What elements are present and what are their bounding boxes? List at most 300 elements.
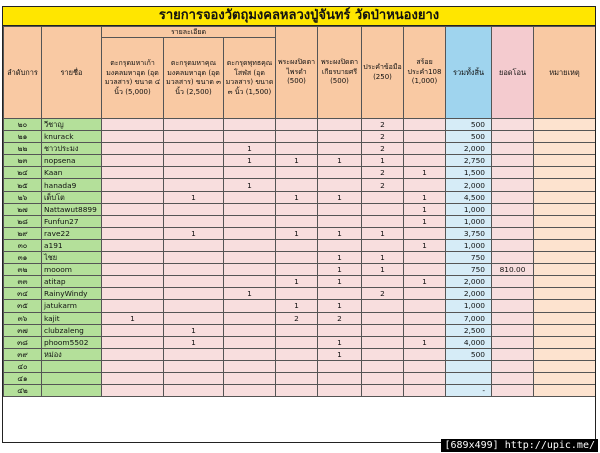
- row-total: 1,000: [446, 300, 492, 312]
- row-total: 1,500: [446, 167, 492, 179]
- row-seq: ๓๐: [4, 239, 42, 251]
- row-seq: ๒๔: [4, 167, 42, 179]
- row-transfer: [492, 179, 534, 191]
- row-seq: ๓๓: [4, 276, 42, 288]
- row-col1: [102, 372, 164, 384]
- row-seq: ๓๑: [4, 252, 42, 264]
- row-col5: 1: [318, 264, 362, 276]
- row-col2: 1: [164, 336, 224, 348]
- row-col2: [164, 119, 224, 131]
- row-col5: 1: [318, 227, 362, 239]
- row-transfer: [492, 312, 534, 324]
- row-col6: [362, 239, 404, 251]
- row-note: [534, 324, 596, 336]
- row-seq: ๒๐: [4, 119, 42, 131]
- row-col2: [164, 372, 224, 384]
- row-col7: [404, 252, 446, 264]
- row-col4: [276, 215, 318, 227]
- row-col7: 1: [404, 239, 446, 251]
- row-total: 500: [446, 119, 492, 131]
- table-row: [4, 324, 596, 336]
- row-col2: [164, 385, 224, 397]
- row-note: [534, 143, 596, 155]
- row-name: Funfun27: [42, 215, 102, 227]
- row-col3: [224, 324, 276, 336]
- table-row: [4, 372, 596, 384]
- row-col4: 1: [276, 300, 318, 312]
- row-col2: [164, 300, 224, 312]
- row-col3: [224, 300, 276, 312]
- row-col1: [102, 385, 164, 397]
- header-seq: ลำดับการ: [4, 27, 42, 119]
- row-name: atitap: [42, 276, 102, 288]
- row-seq: ๓๕: [4, 300, 42, 312]
- table-row: [4, 300, 596, 312]
- row-col1: [102, 215, 164, 227]
- row-total: 3,750: [446, 227, 492, 239]
- row-transfer: [492, 324, 534, 336]
- row-col4: 1: [276, 155, 318, 167]
- row-name: phoom5502: [42, 336, 102, 348]
- table-row: [4, 264, 596, 276]
- row-transfer: [492, 300, 534, 312]
- row-col6: 2: [362, 288, 404, 300]
- row-seq: ๓๙: [4, 348, 42, 360]
- row-total: 2,000: [446, 276, 492, 288]
- row-col2: [164, 203, 224, 215]
- row-note: [534, 360, 596, 372]
- watermark-label: [689x499] http://upic.me/: [441, 439, 598, 452]
- row-transfer: [492, 119, 534, 131]
- row-name: Nattawut8899: [42, 203, 102, 215]
- row-total: 2,000: [446, 288, 492, 300]
- row-col4: [276, 252, 318, 264]
- row-transfer: [492, 385, 534, 397]
- header-details-group: รายละเอียด: [102, 27, 276, 38]
- row-col2: [164, 348, 224, 360]
- row-col2: [164, 288, 224, 300]
- row-col4: [276, 264, 318, 276]
- row-col1: [102, 203, 164, 215]
- row-note: [534, 203, 596, 215]
- row-col1: [102, 336, 164, 348]
- row-col4: [276, 239, 318, 251]
- row-col1: [102, 191, 164, 203]
- table-row: [4, 179, 596, 191]
- row-note: [534, 336, 596, 348]
- row-col3: [224, 167, 276, 179]
- row-col2: 1: [164, 324, 224, 336]
- row-col6: 1: [362, 264, 404, 276]
- row-col6: 1: [362, 155, 404, 167]
- row-name: [42, 385, 102, 397]
- row-col4: [276, 324, 318, 336]
- row-note: [534, 300, 596, 312]
- row-col4: [276, 203, 318, 215]
- table-row: [4, 348, 596, 360]
- row-note: [534, 191, 596, 203]
- row-total: [446, 360, 492, 372]
- row-col2: 1: [164, 191, 224, 203]
- row-name: kajit: [42, 312, 102, 324]
- row-total: 1,000: [446, 239, 492, 251]
- row-transfer: [492, 360, 534, 372]
- row-col2: [164, 264, 224, 276]
- row-col1: [102, 119, 164, 131]
- row-col3: [224, 203, 276, 215]
- row-transfer: [492, 203, 534, 215]
- row-note: [534, 264, 596, 276]
- row-col5: [318, 119, 362, 131]
- row-col4: [276, 179, 318, 191]
- row-seq: ๒๗: [4, 203, 42, 215]
- table-row: [4, 215, 596, 227]
- row-col5: [318, 372, 362, 384]
- row-col7: [404, 288, 446, 300]
- row-col4: [276, 385, 318, 397]
- row-note: [534, 288, 596, 300]
- row-transfer: [492, 252, 534, 264]
- row-col7: [404, 227, 446, 239]
- row-total: 7,000: [446, 312, 492, 324]
- row-col7: [404, 348, 446, 360]
- row-seq: ๒๒: [4, 143, 42, 155]
- row-note: [534, 385, 596, 397]
- row-col2: [164, 131, 224, 143]
- header-col3: ตะกรุดพุทธคุณโสฬส (อุดมวลสาร) ขนาด ๓ นิ้ว (1,500): [224, 38, 276, 119]
- row-col3: [224, 227, 276, 239]
- row-col1: [102, 239, 164, 251]
- spreadsheet: [2, 6, 596, 443]
- row-col4: 1: [276, 191, 318, 203]
- row-col1: [102, 360, 164, 372]
- row-col5: 1: [318, 300, 362, 312]
- row-note: [534, 119, 596, 131]
- row-col1: [102, 179, 164, 191]
- row-total: [446, 372, 492, 384]
- table-row: [4, 239, 596, 251]
- row-col4: [276, 372, 318, 384]
- row-col5: [318, 167, 362, 179]
- row-total: 2,500: [446, 324, 492, 336]
- row-col6: [362, 312, 404, 324]
- row-col4: 1: [276, 276, 318, 288]
- row-col2: [164, 155, 224, 167]
- row-seq: ๓๖: [4, 312, 42, 324]
- row-col7: [404, 264, 446, 276]
- table-row: [4, 312, 596, 324]
- row-col1: [102, 264, 164, 276]
- row-seq: ๒๑: [4, 131, 42, 143]
- row-col3: [224, 312, 276, 324]
- row-col3: [224, 131, 276, 143]
- row-note: [534, 131, 596, 143]
- row-col5: [318, 203, 362, 215]
- row-note: [534, 276, 596, 288]
- row-transfer: [492, 215, 534, 227]
- row-note: [534, 252, 596, 264]
- row-col3: [224, 276, 276, 288]
- row-name: clubzaleng: [42, 324, 102, 336]
- row-col7: [404, 179, 446, 191]
- row-seq: ๒๓: [4, 155, 42, 167]
- row-col4: [276, 143, 318, 155]
- row-col4: [276, 360, 318, 372]
- row-total: -: [446, 385, 492, 397]
- row-note: [534, 348, 596, 360]
- table-row: [4, 227, 596, 239]
- row-col5: [318, 215, 362, 227]
- table-row: [4, 119, 596, 131]
- row-col5: [318, 179, 362, 191]
- row-transfer: [492, 336, 534, 348]
- row-name: hanada9: [42, 179, 102, 191]
- header-col5: พระผงปิดตาเกียรบายศรี (500): [318, 27, 362, 119]
- row-col6: 1: [362, 252, 404, 264]
- row-col2: [164, 215, 224, 227]
- row-col4: [276, 348, 318, 360]
- row-note: [534, 215, 596, 227]
- row-col7: 1: [404, 191, 446, 203]
- row-name: RainyWindy: [42, 288, 102, 300]
- row-total: 2,000: [446, 143, 492, 155]
- row-total: 1,000: [446, 215, 492, 227]
- row-col1: [102, 300, 164, 312]
- row-col3: 1: [224, 143, 276, 155]
- row-col3: [224, 252, 276, 264]
- row-col1: [102, 131, 164, 143]
- row-col7: 1: [404, 167, 446, 179]
- row-col2: 1: [164, 227, 224, 239]
- row-seq: ๒๖: [4, 191, 42, 203]
- row-col3: [224, 385, 276, 397]
- table-row: [4, 155, 596, 167]
- row-col7: 1: [404, 203, 446, 215]
- row-transfer: [492, 143, 534, 155]
- row-name: knurack: [42, 131, 102, 143]
- row-seq: ๔๒: [4, 385, 42, 397]
- header-col2: ตะกรุดมหาคุณมงคลมหาอุด (อุดมวลสาร) ขนาด ๓ นิ้ว (2,500): [164, 38, 224, 119]
- row-col1: [102, 167, 164, 179]
- row-seq: ๒๕: [4, 179, 42, 191]
- row-seq: ๒๘: [4, 215, 42, 227]
- table-row: [4, 385, 596, 397]
- row-total: 1,000: [446, 203, 492, 215]
- row-col5: 1: [318, 336, 362, 348]
- row-col1: [102, 143, 164, 155]
- row-col7: 1: [404, 276, 446, 288]
- row-name: rave22: [42, 227, 102, 239]
- row-col7: [404, 155, 446, 167]
- row-name: a191: [42, 239, 102, 251]
- row-col1: [102, 252, 164, 264]
- row-col4: 1: [276, 227, 318, 239]
- row-col3: 1: [224, 288, 276, 300]
- row-note: [534, 227, 596, 239]
- row-col5: 1: [318, 252, 362, 264]
- row-col3: [224, 348, 276, 360]
- table-row: [4, 167, 596, 179]
- sheet-title: รายการจองวัตถุมงคลหลวงปู่จันทร์ วัดป่าหนองยาง: [3, 7, 595, 26]
- table-row: [4, 252, 596, 264]
- row-total: 500: [446, 348, 492, 360]
- row-name: ไชย: [42, 252, 102, 264]
- row-transfer: [492, 155, 534, 167]
- row-name: mooom: [42, 264, 102, 276]
- row-col6: 2: [362, 119, 404, 131]
- row-col7: [404, 360, 446, 372]
- row-total: 500: [446, 131, 492, 143]
- row-col3: [224, 360, 276, 372]
- row-col5: [318, 288, 362, 300]
- row-col7: [404, 300, 446, 312]
- row-col5: 1: [318, 155, 362, 167]
- row-col5: [318, 385, 362, 397]
- row-col7: 1: [404, 336, 446, 348]
- row-col4: [276, 336, 318, 348]
- row-col4: 2: [276, 312, 318, 324]
- row-transfer: [492, 276, 534, 288]
- row-name: nopsena: [42, 155, 102, 167]
- row-col7: [404, 312, 446, 324]
- row-note: [534, 372, 596, 384]
- row-seq: ๓๘: [4, 336, 42, 348]
- header-col7: สร้อยประคำ108 (1,000): [404, 27, 446, 119]
- row-col4: [276, 119, 318, 131]
- table-row: [4, 191, 596, 203]
- row-seq: ๔๐: [4, 360, 42, 372]
- header-transfer: ยอดโอน: [492, 27, 534, 119]
- row-name: ชาวประมง: [42, 143, 102, 155]
- row-name: เต็บโต: [42, 191, 102, 203]
- row-col6: [362, 348, 404, 360]
- row-col6: [362, 215, 404, 227]
- header-name: รายชื่อ: [42, 27, 102, 119]
- row-col1: [102, 276, 164, 288]
- row-seq: ๓๗: [4, 324, 42, 336]
- row-col6: 2: [362, 179, 404, 191]
- table-row: [4, 203, 596, 215]
- row-total: 4,500: [446, 191, 492, 203]
- row-col1: [102, 288, 164, 300]
- row-col7: [404, 143, 446, 155]
- row-col1: [102, 155, 164, 167]
- row-col5: 2: [318, 312, 362, 324]
- row-col7: [404, 324, 446, 336]
- header-col6: ประคำข้อมือ (250): [362, 27, 404, 119]
- row-col6: 1: [362, 227, 404, 239]
- row-transfer: [492, 167, 534, 179]
- row-note: [534, 179, 596, 191]
- row-name: jatukarm: [42, 300, 102, 312]
- row-note: [534, 312, 596, 324]
- row-col6: [362, 300, 404, 312]
- row-col2: [164, 276, 224, 288]
- row-transfer: [492, 239, 534, 251]
- header-note: หมายเหตุ: [534, 27, 596, 119]
- row-transfer: 810.00: [492, 264, 534, 276]
- row-col2: [164, 143, 224, 155]
- row-transfer: [492, 288, 534, 300]
- row-col6: 2: [362, 143, 404, 155]
- row-col1: [102, 227, 164, 239]
- row-col3: 1: [224, 155, 276, 167]
- row-total: 750: [446, 264, 492, 276]
- row-col5: 1: [318, 348, 362, 360]
- row-col1: [102, 348, 164, 360]
- row-name: วีชาญ: [42, 119, 102, 131]
- row-name: Kaan: [42, 167, 102, 179]
- row-col1: [102, 324, 164, 336]
- header-total: รวมทั้งสิ้น: [446, 27, 492, 119]
- row-col5: 1: [318, 191, 362, 203]
- row-seq: ๒๙: [4, 227, 42, 239]
- row-col6: 2: [362, 167, 404, 179]
- row-col2: [164, 360, 224, 372]
- table-row: [4, 336, 596, 348]
- row-col3: [224, 264, 276, 276]
- row-col1: 1: [102, 312, 164, 324]
- row-col7: [404, 385, 446, 397]
- row-seq: ๔๑: [4, 372, 42, 384]
- row-col5: [318, 131, 362, 143]
- row-col6: [362, 276, 404, 288]
- row-col7: 1: [404, 215, 446, 227]
- row-transfer: [492, 131, 534, 143]
- row-col3: 1: [224, 179, 276, 191]
- row-col5: [318, 239, 362, 251]
- row-seq: ๓๔: [4, 288, 42, 300]
- row-col5: [318, 143, 362, 155]
- row-col6: [362, 324, 404, 336]
- row-col3: [224, 119, 276, 131]
- row-seq: ๓๒: [4, 264, 42, 276]
- row-col5: [318, 324, 362, 336]
- row-col5: [318, 360, 362, 372]
- row-col2: [164, 167, 224, 179]
- row-col3: [224, 239, 276, 251]
- row-transfer: [492, 348, 534, 360]
- row-col6: 2: [362, 131, 404, 143]
- row-total: 2,000: [446, 179, 492, 191]
- row-note: [534, 167, 596, 179]
- row-col4: [276, 167, 318, 179]
- row-col4: [276, 288, 318, 300]
- header-col1: ตะกรุดมหาเก้ามงคลมหาอุด (อุดมวลสาร) ขนาด ๔ นิ้ว (5,000): [102, 38, 164, 119]
- row-name: [42, 360, 102, 372]
- row-col6: [362, 203, 404, 215]
- row-col6: [362, 385, 404, 397]
- row-col4: [276, 131, 318, 143]
- row-name: หม่อง: [42, 348, 102, 360]
- row-col3: [224, 336, 276, 348]
- row-col6: [362, 360, 404, 372]
- row-col7: [404, 372, 446, 384]
- row-col6: [362, 191, 404, 203]
- row-name: [42, 372, 102, 384]
- table-body: [4, 119, 596, 397]
- table-row: [4, 288, 596, 300]
- row-note: [534, 239, 596, 251]
- row-total: 2,750: [446, 155, 492, 167]
- row-col2: [164, 239, 224, 251]
- row-col3: [224, 191, 276, 203]
- row-col7: [404, 119, 446, 131]
- row-col2: [164, 252, 224, 264]
- row-col6: [362, 372, 404, 384]
- header-col4: พระผงปิดตาไพรดำ (500): [276, 27, 318, 119]
- row-col5: 1: [318, 276, 362, 288]
